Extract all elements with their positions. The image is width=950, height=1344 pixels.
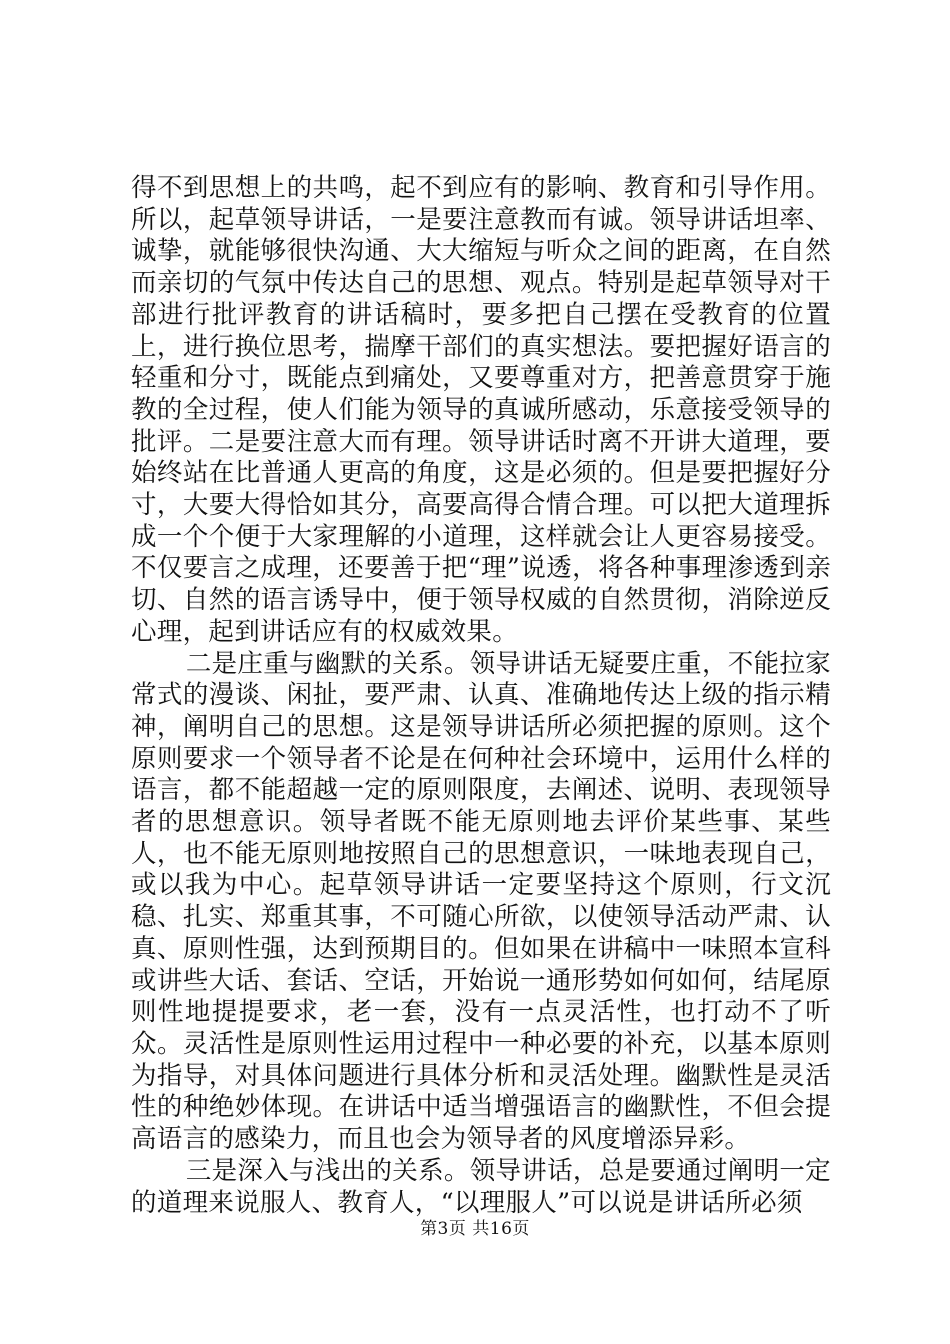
document-body bbox=[131, 173, 831, 1219]
paragraph-3: 三是深入与浅出的关系。领导讲话，总是要通过阐明一定的道理来说服人、教育人，“以理服人”可以说是讲话所必须 bbox=[131, 1155, 831, 1218]
page-number-footer: 第3页 共16页 bbox=[420, 1219, 530, 1239]
paragraph-1: 得不到思想上的共鸣，起不到应有的影响、教育和引导作用。所以，起草领导讲话，一是要注意教而有诚。领导讲话坦率、诚挚，就能够很快沟通、大大缩短与听众之间的距离，在自然而亲切的气氛中传达自己的思想、观点。特别是起草领导对干部进行批评教育的讲话稿时，要多把自己摆在受教育的位置上，进行换位思考，揣摩干部们的真实想法。要把握好语言的轻重和分寸，既能点到痛处，又要尊重对方，把善意贯穿于施教的全过程，使人们能为领导的真诚所感动，乐意接受领导的批评。二是要注意大而有理。领导讲话时离不开讲大道理，要始终站在比普通人更高的角度，这是必须的。但是要把握好分寸，大要大得恰如其分，高要高得合情合理。可以把大道理拆成一个个便于大家理解的小道理，这样就会让人更容易接受。不仅要言之成理，还要善于把“理”说透，将各种事理渗透到亲切、自然的语言诱导中，便于领导权威的自然贯彻，消除逆反心理，起到讲话应有的权威效果。 bbox=[131, 173, 831, 647]
paragraph-2: 二是庄重与幽默的关系。领导讲话无疑要庄重，不能拉家常式的漫谈、闲扯，要严肃、认真、准确地传达上级的指示精神，阐明自己的思想。这是领导讲话所必须把握的原则。这个原则要求一个领导者不论是在何种社会环境中，运用什么样的语言，都不能超越一定的原则限度，去阐述、说明、表现领导者的思想意识。领导者既不能无原则地去评价某些事、某些人，也不能无原则地按照自己的思想意识，一味地表现自己，或以我为中心。起草领导讲话一定要坚持这个原则，行文沉稳、扎实、郑重其事，不可随心所欲，以使领导活动严肃、认真、原则性强，达到预期目的。但如果在讲稿中一味照本宣科或讲些大话、套话、空话，开始说一通形势如何如何，结尾原则性地提提要求，老一套，没有一点灵活性，也打动不了听众。灵活性是原则性运用过程中一种必要的补充，以基本原则为指导，对具体问题进行具体分析和灵活处理。幽默性是灵活性的种绝妙体现。在讲话中适当增强语言的幽默性，不但会提高语言的感染力，而且也会为领导者的风度增添异彩。 bbox=[131, 648, 831, 1155]
